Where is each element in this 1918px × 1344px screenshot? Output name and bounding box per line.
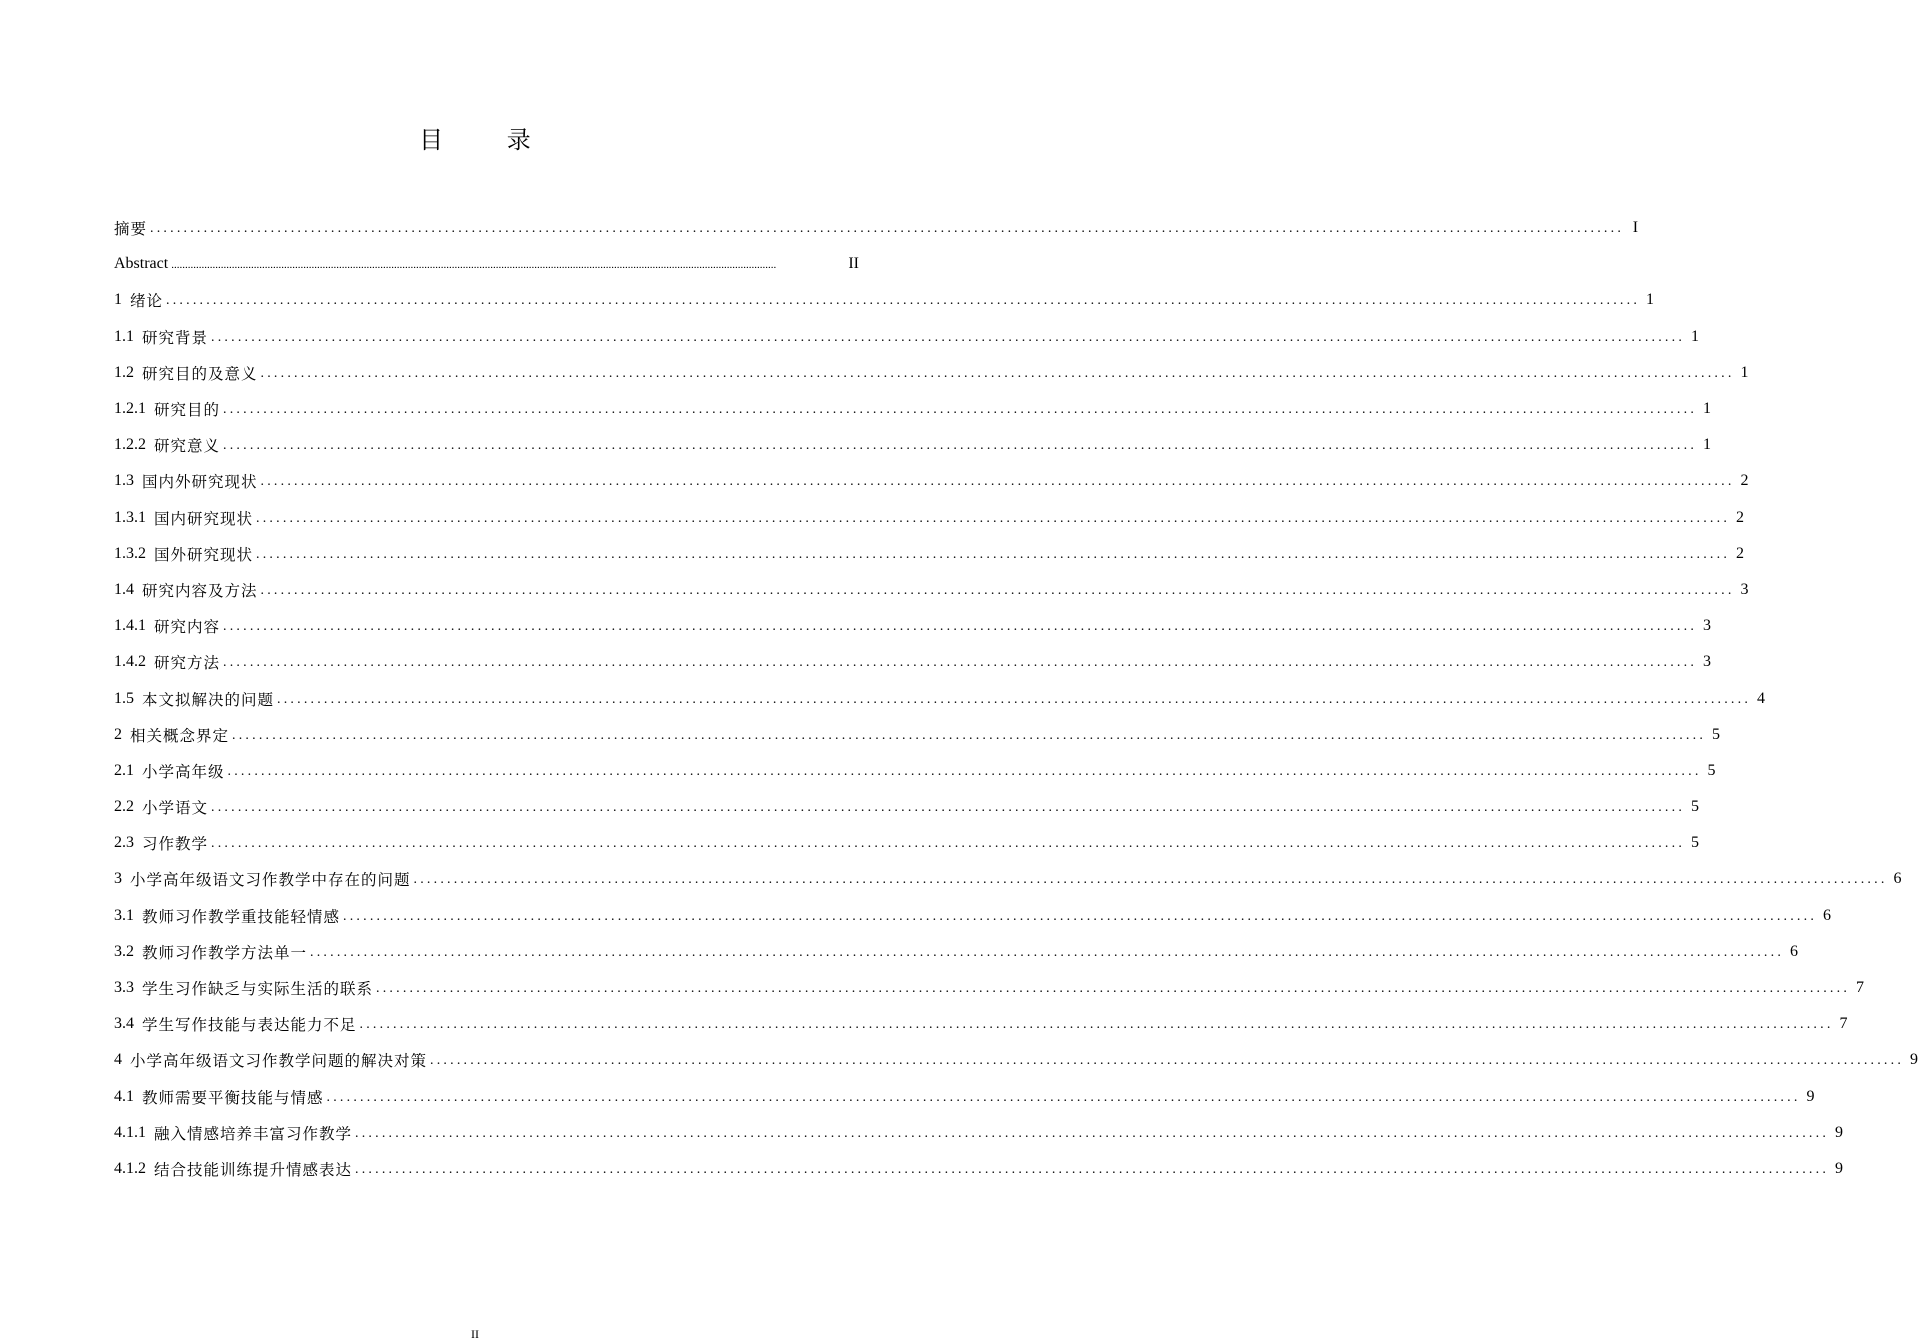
toc-entry-page: 1 <box>1703 400 1712 418</box>
toc-leader-dots: ............................................................................................................................................................................................................................ <box>211 329 1686 345</box>
toc-entry-page: 3 <box>1740 580 1749 598</box>
toc-entry-number: 1.2.2 <box>114 436 146 454</box>
toc-entry-number: 1.3.1 <box>114 508 146 526</box>
toc-entry-label: 小学高年级语文习作教学问题的解决对策 <box>130 1052 428 1071</box>
toc-entry[interactable] <box>114 391 1712 427</box>
toc-entry-page: 3 <box>1703 617 1712 635</box>
toc-entry[interactable] <box>114 970 1865 1006</box>
toc-leader-dots: ............................................................................................................................................................................................................................ <box>310 944 1785 960</box>
toc-entry-page: 5 <box>1712 725 1721 743</box>
toc-entry-label: 教师习作教学方法单一 <box>142 943 308 962</box>
toc-entry[interactable] <box>114 1151 1844 1187</box>
toc-entry-page: 1 <box>1646 291 1655 309</box>
toc-entry[interactable] <box>114 789 1700 825</box>
toc-entry-label: 研究背景 <box>142 328 209 347</box>
toc-entry[interactable] <box>114 500 1745 536</box>
toc-entry-label: 本文拟解决的问题 <box>142 690 275 709</box>
toc-leader-dots: ............................................................................................................................................................................................................................ <box>359 1017 1834 1033</box>
toc-entry-label: 教师习作教学重技能轻情感 <box>142 907 341 926</box>
toc-entry-label: 摘要 <box>114 220 148 239</box>
toc-entry-label: 绪论 <box>130 292 164 311</box>
toc-entry-label: 相关概念界定 <box>130 726 230 745</box>
toc-entry-page: 2 <box>1736 508 1745 526</box>
toc-leader-dots: ............................................................................................................................................................................................................................ <box>223 619 1698 635</box>
toc-leader-dots: ............................................................................................................................................................................................................................ <box>355 1125 1830 1141</box>
toc-entry-page: 7 <box>1856 979 1865 997</box>
toc-leader-dots: ............................................................................................................................................................................................................................ <box>260 474 1735 490</box>
toc-entry[interactable] <box>114 319 1700 355</box>
toc-entry-label: 国内研究现状 <box>154 509 254 528</box>
toc-leader-dots: ............................................................................................................................................................................................................................ <box>260 582 1735 598</box>
toc-entry-number: 2 <box>114 725 122 743</box>
toc-entry[interactable] <box>114 1079 1815 1115</box>
toc-entry-page: 4 <box>1757 689 1766 707</box>
toc-entry-page: 2 <box>1736 544 1745 562</box>
toc-leader-dots: ............................................................................................................................................................................................................................ <box>223 655 1698 671</box>
toc-entry-number: 1.2 <box>114 363 134 381</box>
toc-entry-number: 4.1 <box>114 1087 134 1105</box>
toc-entry-page: 7 <box>1839 1015 1848 1033</box>
toc-entry-label: 研究目的及意义 <box>142 364 258 383</box>
toc-entry[interactable] <box>114 246 859 282</box>
toc-entry-label: 研究目的 <box>154 401 221 420</box>
toc-entry-label: 习作教学 <box>142 835 209 854</box>
toc-entry-number: 4.1.2 <box>114 1159 146 1177</box>
toc-entry-page: 6 <box>1790 942 1799 960</box>
toc-entry-page: 5 <box>1707 761 1716 779</box>
toc-entry[interactable] <box>114 825 1700 861</box>
toc-entry-number: 1.5 <box>114 689 134 707</box>
toc-leader-dots: ............................................................................................................................................................................................................................ <box>256 546 1731 562</box>
toc-entry[interactable] <box>114 934 1799 970</box>
toc-entry-label: 研究内容及方法 <box>142 581 258 600</box>
toc-entry-number: 3 <box>114 870 122 888</box>
toc-entry-page: 6 <box>1893 870 1902 888</box>
toc-entry-page: 9 <box>1835 1123 1844 1141</box>
toc-entry-page: 5 <box>1691 834 1700 852</box>
toc-entry-label: 学生习作缺乏与实际生活的联系 <box>142 980 374 999</box>
toc-entry-label: 小学语文 <box>142 799 209 818</box>
toc-entry[interactable] <box>114 282 1655 318</box>
toc-entry[interactable] <box>114 572 1749 608</box>
toc-entry-number: 1.4 <box>114 580 134 598</box>
toc-leader-dots: ............................................................................................................................................................................................................................ <box>166 293 1641 309</box>
toc-entry[interactable] <box>114 753 1716 789</box>
page-number: II <box>471 1327 479 1341</box>
toc-entry-page: 9 <box>1910 1051 1918 1069</box>
toc-entry-number: 2.3 <box>114 834 134 852</box>
toc-entry-page: 9 <box>1835 1159 1844 1177</box>
toc-entry-number: 1.3 <box>114 472 134 490</box>
toc-entry-number: 1.4.1 <box>114 617 146 635</box>
toc-entry[interactable] <box>114 1042 1918 1078</box>
toc-entry-page: 1 <box>1703 436 1712 454</box>
toc-entry[interactable] <box>114 644 1712 680</box>
toc-entry[interactable] <box>114 210 1639 246</box>
toc-leader-dots: ............................................................................................................................................................................................................................ <box>171 259 777 272</box>
toc-entry-number: 3.3 <box>114 979 134 997</box>
toc-entry-label: 小学高年级语文习作教学中存在的问题 <box>130 871 411 890</box>
toc-entry-label: 融入情感培养丰富习作教学 <box>154 1124 353 1143</box>
toc-leader-dots: ............................................................................................................................................................................................................................ <box>223 438 1698 454</box>
toc-leader-dots: ............................................................................................................................................................................................................................ <box>277 691 1752 707</box>
toc-entry-number: 2.2 <box>114 798 134 816</box>
toc-entry-page: II <box>848 255 859 273</box>
toc-entry[interactable] <box>114 355 1749 391</box>
toc-entry-label: 国内外研究现状 <box>142 473 258 492</box>
toc-entry-number: 3.4 <box>114 1015 134 1033</box>
toc-entry-number: 1.4.2 <box>114 653 146 671</box>
toc-entry-page: 3 <box>1703 653 1712 671</box>
toc-entry-number: 1.1 <box>114 327 134 345</box>
toc-entry-page: 1 <box>1740 363 1749 381</box>
toc-leader-dots: ............................................................................................................................................................................................................................ <box>256 510 1731 526</box>
toc-entry[interactable] <box>114 861 1902 897</box>
toc-entry-label: Abstract <box>114 255 169 273</box>
toc-leader-dots: ............................................................................................................................................................................................................................ <box>232 727 1707 743</box>
toc-leader-dots: ............................................................................................................................................................................................................................ <box>355 1161 1830 1177</box>
toc-entry-label: 小学高年级 <box>142 762 225 781</box>
toc-entry-page: 5 <box>1691 798 1700 816</box>
toc-entry-number: 4 <box>114 1051 122 1069</box>
toc-entry[interactable] <box>114 717 1721 753</box>
toc-entry[interactable] <box>114 1115 1844 1151</box>
toc-leader-dots: ............................................................................................................................................................................................................................ <box>430 1053 1905 1069</box>
toc-entry-label: 研究意义 <box>154 437 221 456</box>
toc-leader-dots: ............................................................................................................................................................................................................................ <box>376 981 1851 997</box>
toc-entry[interactable] <box>114 898 1832 934</box>
toc-entry-number: 3.2 <box>114 942 134 960</box>
toc-leader-dots: ............................................................................................................................................................................................................................ <box>413 872 1888 888</box>
toc-leader-dots: ............................................................................................................................................................................................................................ <box>343 908 1818 924</box>
toc-entry[interactable] <box>114 608 1712 644</box>
toc-entry-label: 学生写作技能与表达能力不足 <box>142 1016 357 1035</box>
toc-entry[interactable] <box>114 680 1766 716</box>
toc-entry-number: 4.1.1 <box>114 1123 146 1141</box>
page-title: 目 录 <box>419 126 559 154</box>
toc-entry-page: 1 <box>1691 327 1700 345</box>
toc-entry-number: 1.3.2 <box>114 544 146 562</box>
table-of-contents <box>114 210 1918 1187</box>
toc-entry-page: 6 <box>1823 906 1832 924</box>
toc-leader-dots: ............................................................................................................................................................................................................................ <box>150 221 1625 237</box>
toc-leader-dots: ............................................................................................................................................................................................................................ <box>223 402 1698 418</box>
toc-leader-dots: ............................................................................................................................................................................................................................ <box>326 1089 1801 1105</box>
toc-entry-number: 1.2.1 <box>114 400 146 418</box>
toc-entry-label: 研究内容 <box>154 618 221 637</box>
toc-leader-dots: ............................................................................................................................................................................................................................ <box>211 836 1686 852</box>
toc-entry-number: 2.1 <box>114 761 134 779</box>
toc-entry[interactable] <box>114 463 1749 499</box>
toc-leader-dots: ............................................................................................................................................................................................................................ <box>211 800 1686 816</box>
toc-entry-page: 9 <box>1806 1087 1815 1105</box>
toc-entry-label: 结合技能训练提升情感表达 <box>154 1160 353 1179</box>
toc-entry-number: 1 <box>114 291 122 309</box>
toc-entry-label: 研究方法 <box>154 654 221 673</box>
toc-leader-dots: ............................................................................................................................................................................................................................ <box>260 365 1735 381</box>
toc-entry[interactable] <box>114 536 1745 572</box>
toc-entry-number: 3.1 <box>114 906 134 924</box>
toc-entry[interactable] <box>114 1006 1848 1042</box>
toc-entry-page: I <box>1632 219 1639 237</box>
toc-entry[interactable] <box>114 427 1712 463</box>
toc-entry-page: 2 <box>1740 472 1749 490</box>
toc-entry-label: 教师需要平衡技能与情感 <box>142 1088 324 1107</box>
toc-leader-dots: ............................................................................................................................................................................................................................ <box>227 763 1702 779</box>
toc-entry-label: 国外研究现状 <box>154 545 254 564</box>
